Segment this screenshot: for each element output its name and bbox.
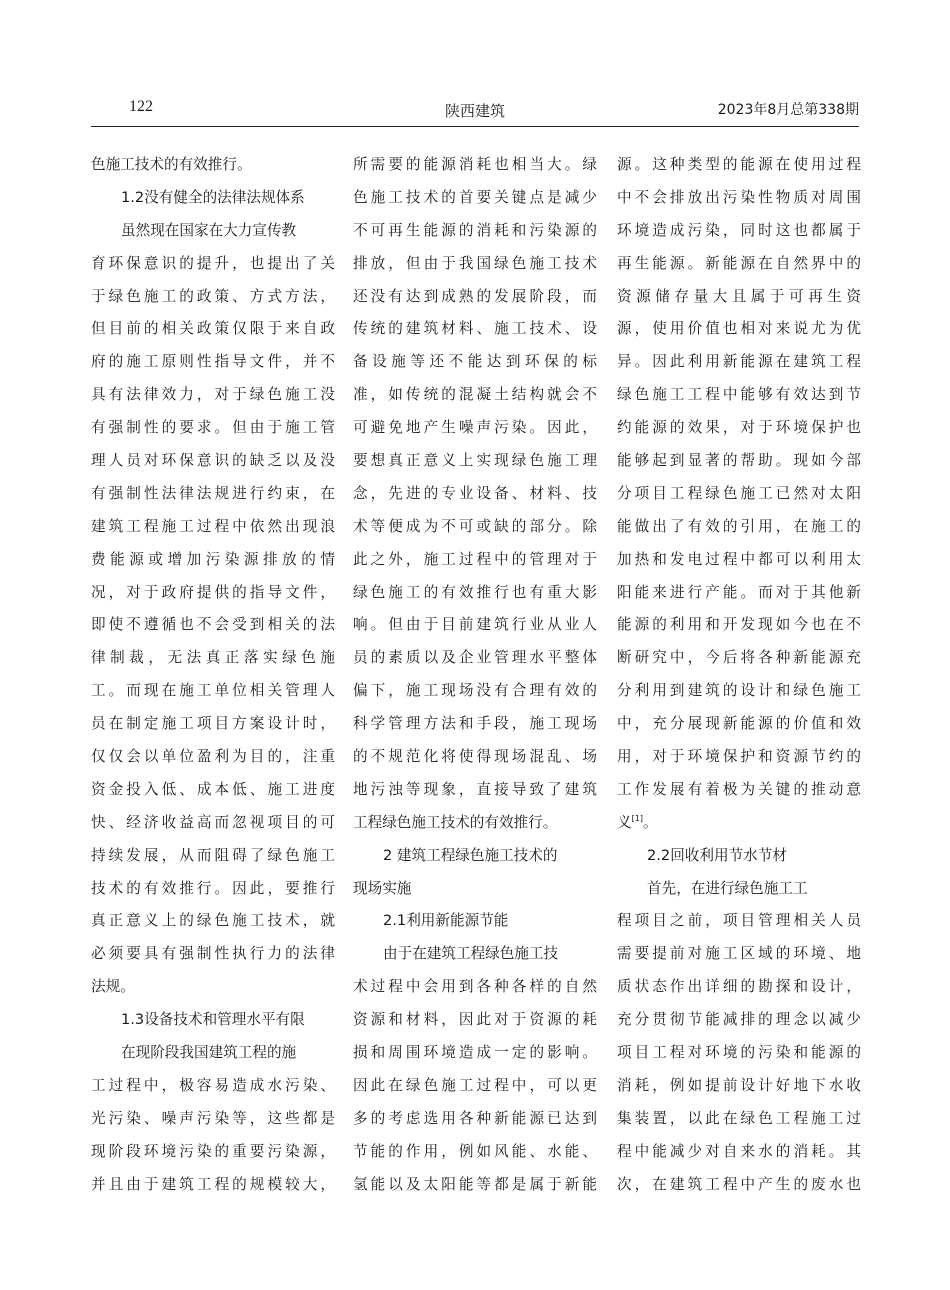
text-line xyxy=(353,346,597,379)
text-column-1 xyxy=(91,149,335,1202)
line-text: 工程绿色施工技术的有效推行。 xyxy=(353,813,558,831)
page-number: 122 xyxy=(129,98,153,115)
text-line xyxy=(617,478,861,511)
text-line xyxy=(617,379,861,412)
line-text: 项目工程对环境的污染和能源的 xyxy=(617,1044,861,1062)
line-text: 术过程中会用到各种各样的自然 xyxy=(353,978,597,996)
line-text: 程项目之前，项目管理相关人员 xyxy=(617,912,861,930)
line-text: 准，如传统的混凝土结构就会不 xyxy=(353,386,597,404)
line-text: 响。但由于目前建筑行业从业人 xyxy=(353,616,597,634)
line-text: 持续发展，从而阻碍了绿色施工 xyxy=(91,846,335,864)
line-text: 科学管理方法和手段，施工现场 xyxy=(353,715,597,733)
line-text: 具有法律效力，对于绿色施工没 xyxy=(91,386,335,404)
line-text: 次，在建筑工程中产生的废水也 xyxy=(617,1175,861,1193)
text-line xyxy=(91,1136,335,1169)
line-text: 在现阶段我国建筑工程的施 xyxy=(121,1044,297,1062)
line-text: 节能的作用，例如风能、水能、 xyxy=(353,1142,597,1160)
line-text: 理人员对环保意识的缺乏以及没 xyxy=(91,452,335,470)
line-text: 用，对于环境保护和资源节约的 xyxy=(617,748,861,766)
line-text: 能够起到显著的帮助。现如今部 xyxy=(617,452,861,470)
line-text: 排放，但由于我国绿色施工技术 xyxy=(353,254,597,272)
line-text: 法规。 xyxy=(91,978,135,996)
section-heading xyxy=(91,182,335,215)
text-line xyxy=(353,215,597,248)
text-line xyxy=(91,379,335,412)
line-text: 源，使用价值也相对来说尤为优 xyxy=(617,320,861,338)
page-header xyxy=(91,96,859,127)
line-text: 现场实施 xyxy=(353,879,412,897)
text-line xyxy=(353,675,597,708)
text-line xyxy=(91,642,335,675)
line-text: 2.1利用新能源节能 xyxy=(383,912,509,930)
journal-title: 陕西建筑 xyxy=(444,102,505,120)
section-heading xyxy=(91,1004,335,1037)
line-text: 绿色施工工程中能够有效达到节 xyxy=(617,386,861,404)
text-line xyxy=(91,281,335,314)
text-line xyxy=(353,478,597,511)
text-line xyxy=(353,642,597,675)
line-text: 中不会排放出污染性物质对周围 xyxy=(617,188,861,206)
text-line xyxy=(617,511,861,544)
line-text: 要想真正意义上实现绿色施工理 xyxy=(353,452,597,470)
line-text: 有强制性法律法规进行约束，在 xyxy=(91,484,335,502)
line-text: 分利用到建筑的设计和绿色施工 xyxy=(617,682,861,700)
line-text: 约能源的效果，对于环境保护也 xyxy=(617,419,861,437)
line-text: 中，充分展现新能源的价值和效 xyxy=(617,715,861,733)
text-line xyxy=(353,1070,597,1103)
line-text: 由于在建筑工程绿色施工技 xyxy=(383,945,559,963)
issue-info: 2023年8月总第338期 xyxy=(717,102,859,118)
line-text: 传统的建筑材料、施工技术、设 xyxy=(353,320,597,338)
text-line xyxy=(353,1169,597,1202)
line-text: 能源的利用和开发现如今也在不 xyxy=(617,616,861,634)
line-text: 色施工技术的首要关键点是减少 xyxy=(353,188,597,206)
text-line xyxy=(617,642,861,675)
punctuation: 。 xyxy=(642,813,658,831)
text-line xyxy=(353,741,597,774)
line-text: 加热和发电过程中都可以利用太 xyxy=(617,550,861,568)
line-text: 分项目工程绿色施工已然对太阳 xyxy=(617,484,861,502)
text-line xyxy=(91,905,335,938)
text-line xyxy=(617,248,861,281)
text-line xyxy=(353,182,597,215)
line-text: 费能源或增加污染源排放的情 xyxy=(91,550,335,568)
line-text: 此之外，施工过程中的管理对于 xyxy=(353,550,597,568)
line-text: 但目前的相关政策仅限于来自政 xyxy=(91,320,335,338)
line-text: 工。而现在施工单位相关管理人 xyxy=(91,682,335,700)
text-line xyxy=(353,971,597,1004)
text-line xyxy=(91,741,335,774)
text-line xyxy=(353,511,597,544)
text-line xyxy=(91,445,335,478)
text-line xyxy=(353,609,597,642)
line-text: 技术的有效推行。因此，要推行 xyxy=(91,879,335,897)
text-line xyxy=(353,774,597,807)
text-line xyxy=(617,1037,861,1070)
text-line xyxy=(617,609,861,642)
line-text: 损和周围环境造成一定的影响。 xyxy=(353,1044,597,1062)
text-line xyxy=(91,1169,335,1202)
line-text: 备设施等还不能达到环保的标 xyxy=(353,353,597,371)
text-line xyxy=(91,938,335,971)
line-text: 阳能来进行产能。而对于其他新 xyxy=(617,583,861,601)
line-text: 1.3设备技术和管理水平有限 xyxy=(121,1011,305,1029)
line-text: 还没有达到成熟的发展阶段，而 xyxy=(353,287,597,305)
line-text: 有强制性的要求。但由于施工管 xyxy=(91,419,335,437)
text-line xyxy=(353,840,597,873)
text-line xyxy=(353,149,597,182)
line-text: 能做出了有效的引用，在施工的 xyxy=(617,517,861,535)
line-text: 绿色施工的有效推行也有重大影 xyxy=(353,583,597,601)
text-line xyxy=(91,807,335,840)
line-text: 断研究中，今后将各种新能源充 xyxy=(617,649,861,667)
line-text: 异。因此利用新能源在建筑工程 xyxy=(617,353,861,371)
text-line xyxy=(617,1004,861,1037)
line-text: 并且由于建筑工程的规模较大， xyxy=(91,1175,335,1193)
text-line xyxy=(91,675,335,708)
text-line xyxy=(617,577,861,610)
text-line xyxy=(617,741,861,774)
line-text: 员的素质以及企业管理水平整体 xyxy=(353,649,597,667)
text-line xyxy=(353,938,597,971)
text-line xyxy=(91,609,335,642)
line-text: 2.2回收利用节水节材 xyxy=(647,846,787,864)
line-text: 地污浊等现象，直接导致了建筑 xyxy=(353,780,597,798)
text-line xyxy=(91,971,335,1004)
line-text: 程中能减少对自来水的消耗。其 xyxy=(617,1142,861,1160)
line-text: 念，先进的专业设备、材料、技 xyxy=(353,484,597,502)
line-text: 再生能源。新能源在自然界中的 xyxy=(617,254,861,272)
text-line xyxy=(617,708,861,741)
text-line xyxy=(91,1103,335,1136)
text-line xyxy=(91,544,335,577)
text-line xyxy=(353,1037,597,1070)
line-text: 真正意义上的绿色施工技术，就 xyxy=(91,912,335,930)
line-text: 建筑工程施工过程中依然出现浪 xyxy=(91,517,335,535)
text-line xyxy=(617,675,861,708)
line-text: 因此在绿色施工过程中，可以更 xyxy=(353,1076,597,1094)
line-text: 所需要的能源消耗也相当大。绿 xyxy=(353,156,597,173)
text-line xyxy=(617,905,861,938)
text-line xyxy=(353,412,597,445)
text-line xyxy=(617,149,861,182)
text-line xyxy=(91,774,335,807)
line-text: 偏下，施工现场没有合理有效的 xyxy=(353,682,597,700)
text-line xyxy=(617,182,861,215)
text-line xyxy=(617,774,861,807)
line-text: 术等便成为不可或缺的部分。除 xyxy=(353,517,597,535)
line-text: 现阶段环境污染的重要污染源， xyxy=(91,1142,335,1160)
text-line xyxy=(617,807,861,840)
line-text: 律制裁，无法真正落实绿色施 xyxy=(91,649,335,667)
line-text: 仅仅会以单位盈利为目的，注重 xyxy=(91,748,335,766)
text-line xyxy=(617,1070,861,1103)
text-line xyxy=(91,840,335,873)
line-text: 氢能以及太阳能等都是属于新能 xyxy=(353,1175,597,1193)
text-line xyxy=(91,248,335,281)
line-text: 况，对于政府提供的指导文件， xyxy=(91,583,335,601)
text-line xyxy=(353,807,597,840)
text-line xyxy=(91,511,335,544)
line-text: 府的施工原则性指导文件，并不 xyxy=(91,353,335,371)
text-line xyxy=(353,379,597,412)
text-line xyxy=(91,873,335,906)
section-heading xyxy=(617,840,861,873)
text-line xyxy=(617,445,861,478)
text-line xyxy=(617,544,861,577)
text-line xyxy=(91,149,335,182)
line-text: 工过程中，极容易造成水污染、 xyxy=(91,1076,335,1094)
line-text: 环境造成污染，同时这也都属于 xyxy=(617,221,861,239)
line-text: 不可再生能源的消耗和污染源的 xyxy=(353,221,597,239)
line-text: 资金投入低、成本低、施工进度 xyxy=(91,780,335,798)
citation-marker: [1] xyxy=(631,813,643,823)
text-column-3 xyxy=(617,149,861,1202)
line-text: 多的考虑选用各种新能源已达到 xyxy=(353,1109,597,1127)
text-line xyxy=(91,1070,335,1103)
text-line xyxy=(353,445,597,478)
text-line xyxy=(91,313,335,346)
line-text: 虽然现在国家在大力宣传教 xyxy=(121,221,297,239)
text-line xyxy=(91,1037,335,1070)
text-line xyxy=(353,1004,597,1037)
line-text: 的不规范化将使得现场混乱、场 xyxy=(353,748,597,766)
line-text: 充分贯彻节能减排的理念以减少 xyxy=(617,1011,861,1029)
line-text: 必须要具有强制性执行力的法律 xyxy=(91,945,335,963)
text-line xyxy=(617,412,861,445)
text-line xyxy=(353,248,597,281)
line-text: 色施工技术的有效推行。 xyxy=(91,156,252,173)
text-line xyxy=(617,313,861,346)
line-text: 快、经济收益高而忽视项目的可 xyxy=(91,813,335,831)
text-line xyxy=(617,215,861,248)
line-text: 于绿色施工的政策、方式方法， xyxy=(91,287,335,305)
line-text: 源。这种类型的能源在使用过程 xyxy=(617,156,861,173)
text-line xyxy=(91,215,335,248)
line-text: 集装置，以此在绿色工程施工过 xyxy=(617,1109,861,1127)
line-text: 2 建筑工程绿色施工技术的 xyxy=(383,846,558,864)
line-text: 即使不遵循也不会受到相关的法 xyxy=(91,616,335,634)
text-line xyxy=(353,577,597,610)
text-line xyxy=(353,313,597,346)
line-text: 员在制定施工项目方案设计时， xyxy=(91,715,335,733)
text-line xyxy=(617,1136,861,1169)
text-line xyxy=(617,873,861,906)
text-column-2 xyxy=(353,149,597,1202)
line-text: 义 xyxy=(617,813,632,831)
text-line xyxy=(353,544,597,577)
line-text: 工作发展有着极为关键的推动意 xyxy=(617,780,861,798)
text-line xyxy=(353,708,597,741)
line-text: 资源储存量大且属于可再生资 xyxy=(617,287,861,305)
line-text: 光污染、噪声污染等，这些都是 xyxy=(91,1109,335,1127)
text-line xyxy=(91,478,335,511)
line-text: 首先，在进行绿色施工工 xyxy=(647,879,808,897)
text-line xyxy=(617,281,861,314)
line-text: 1.2没有健全的法律法规体系 xyxy=(121,188,305,206)
text-line xyxy=(91,708,335,741)
text-line xyxy=(353,281,597,314)
text-line xyxy=(617,971,861,1004)
text-line xyxy=(617,1103,861,1136)
text-line xyxy=(353,1103,597,1136)
text-line xyxy=(353,1136,597,1169)
line-text: 需要提前对施工区域的环境、地 xyxy=(617,945,861,963)
line-text: 资源和材料，因此对于资源的耗 xyxy=(353,1011,597,1029)
line-text: 育环保意识的提升，也提出了关 xyxy=(91,254,335,272)
line-text: 消耗，例如提前设计好地下水收 xyxy=(617,1076,861,1094)
line-text: 质状态作出详细的勘探和设计， xyxy=(617,978,861,996)
text-line xyxy=(91,577,335,610)
line-text: 可避免地产生噪声污染。因此， xyxy=(353,419,597,437)
text-line xyxy=(353,873,597,906)
text-line xyxy=(91,412,335,445)
text-line xyxy=(617,346,861,379)
text-line xyxy=(91,346,335,379)
text-line xyxy=(617,1169,861,1202)
text-line xyxy=(617,938,861,971)
section-heading xyxy=(353,905,597,938)
